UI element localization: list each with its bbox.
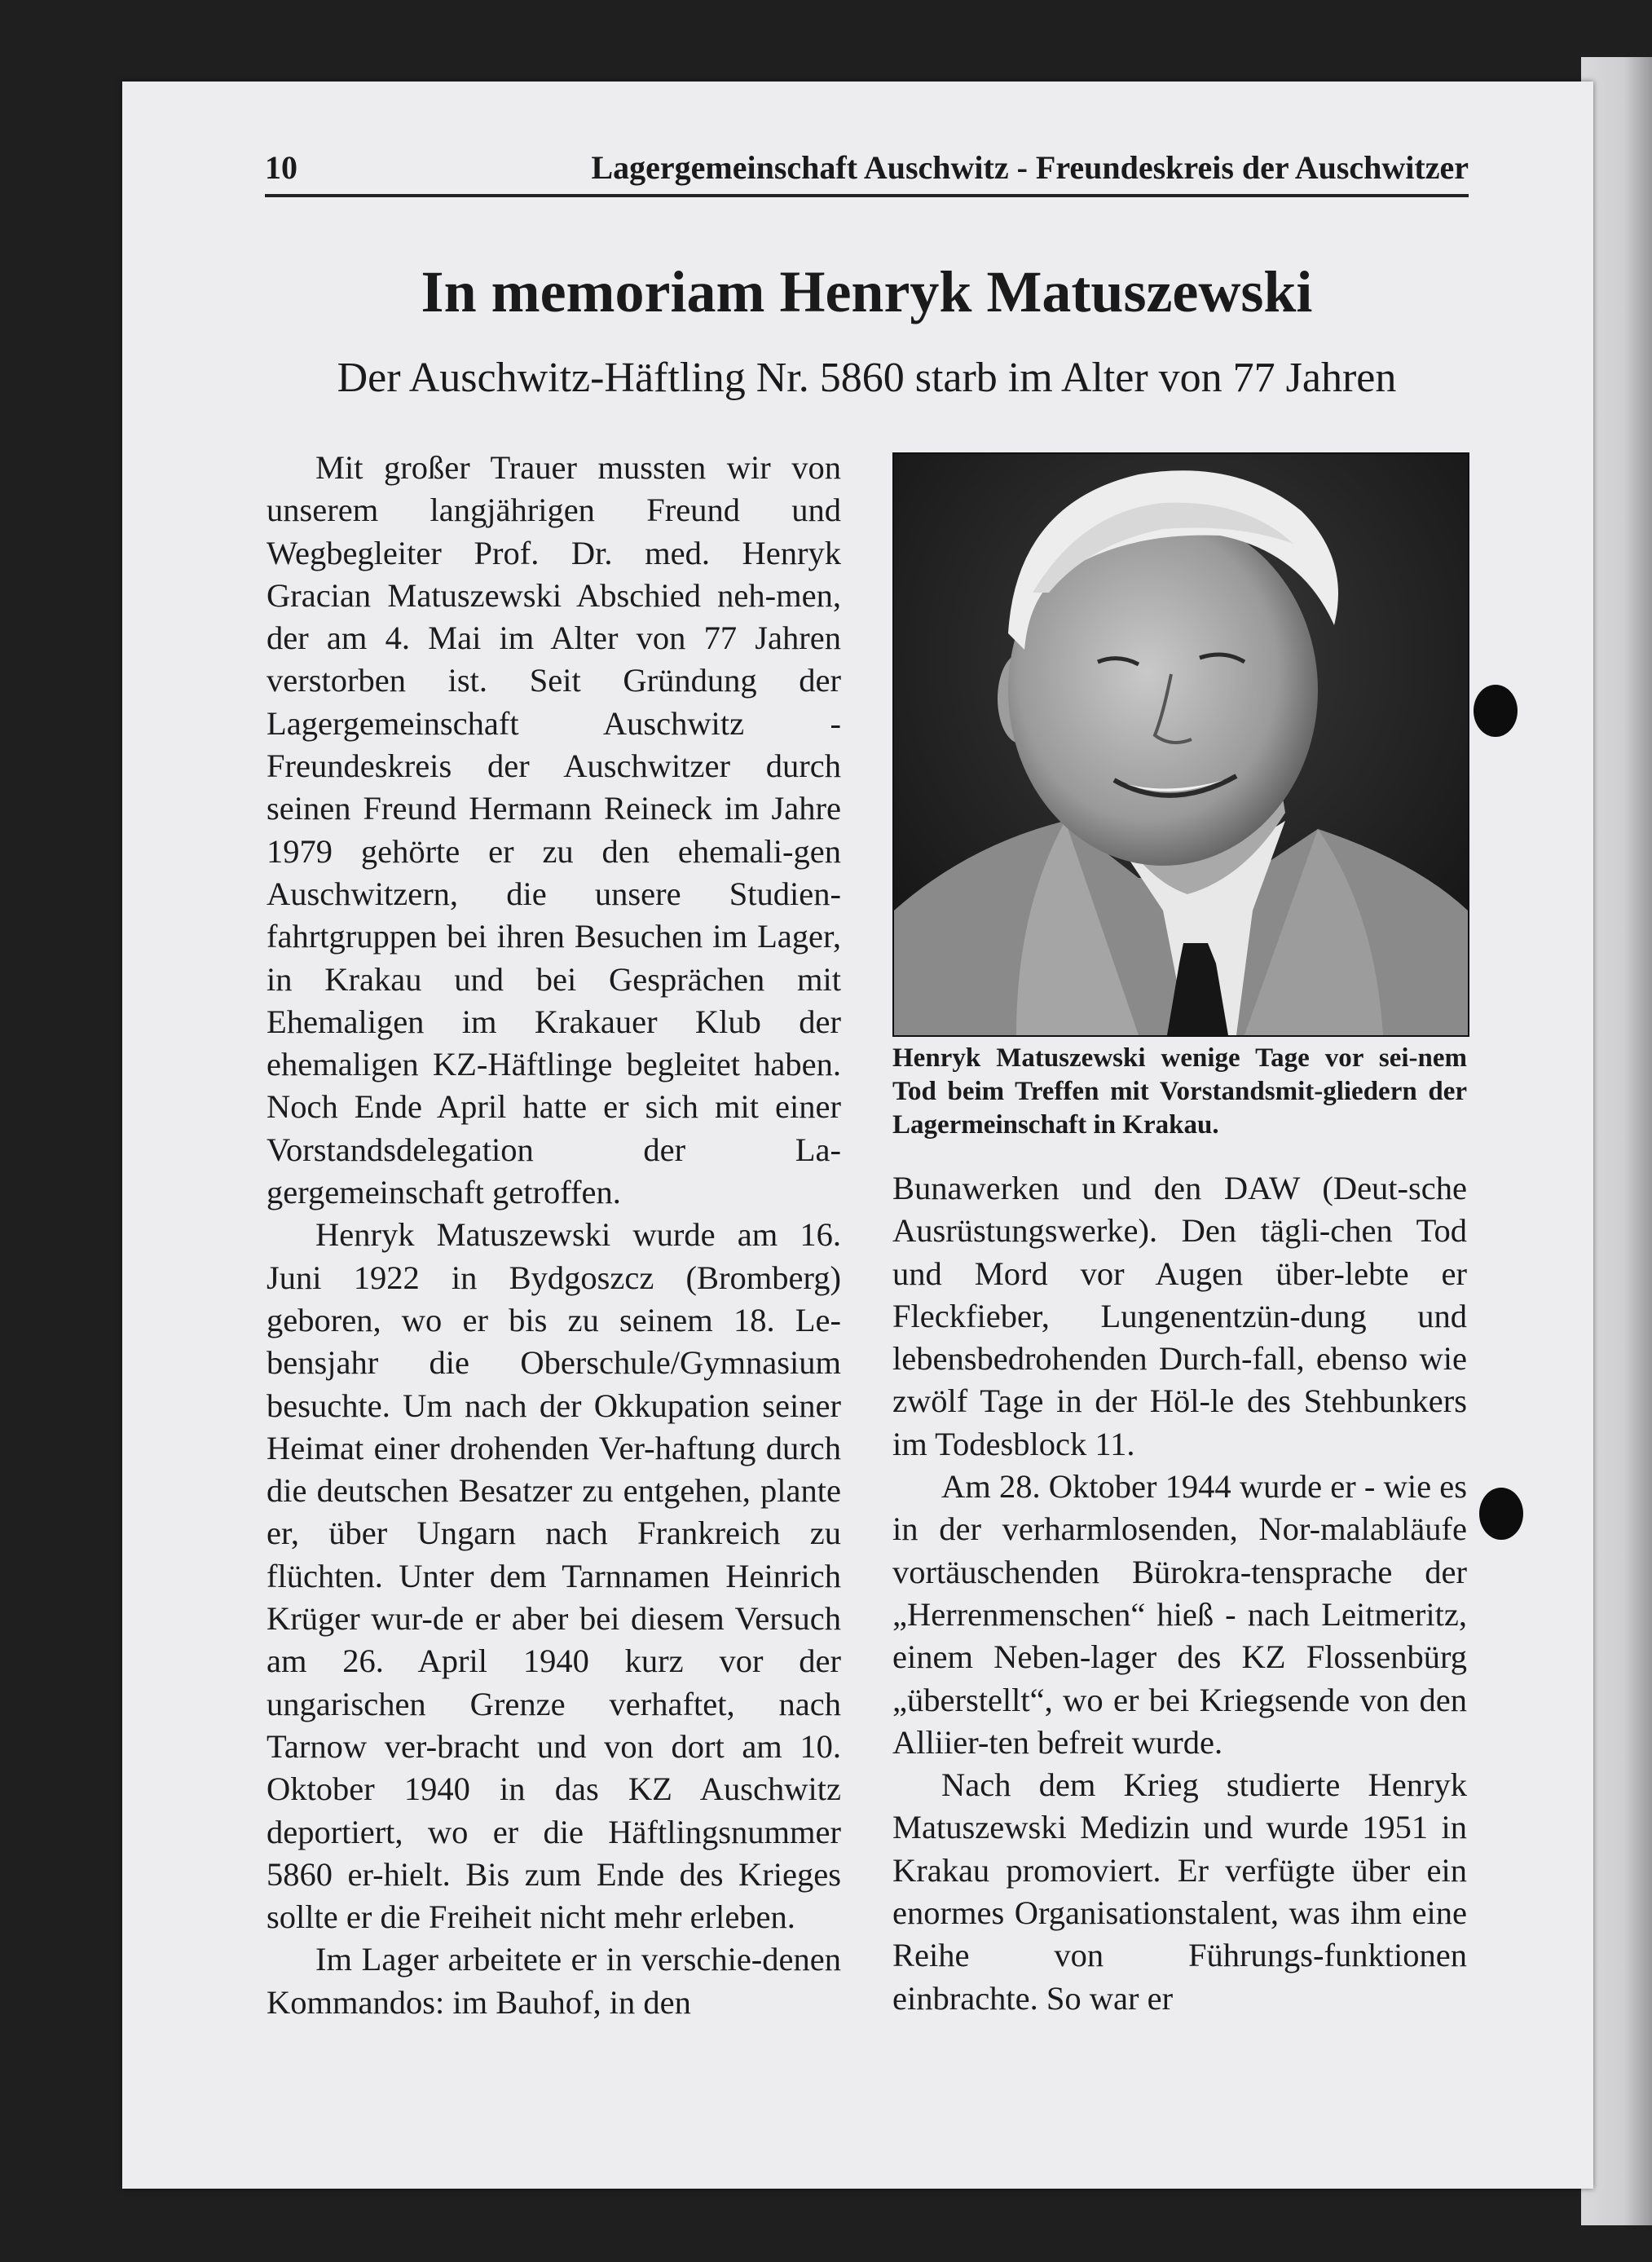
portrait-illustration (894, 454, 1468, 1035)
running-head: Lagergemeinschaft Auschwitz - Freundeskreis der Auschwitzer (591, 149, 1469, 186)
portrait-photo (892, 452, 1469, 1037)
paragraph: Henryk Matuszewski wurde am 16. Juni 1922 in Bydgoszcz (Bromberg) geboren, wo er bis zu seinem 18. Le-bensjahr die Oberschule/Gymnasium besuchte. Um nach der Okkupation seiner Heimat einer drohenden Ver-haftung durch die deutschen Besatzer zu entgehen, plante er, über Ungarn nach Frankreich zu flüchten. Unter dem Tarnnamen Heinrich Krüger wur-de er aber bei diesem Versuch am 26. April 1940 kurz vor der ungarischen Grenze verhaftet, nach Tarnow ver-bracht und von dort am 10. Oktober 1940 in das KZ Auschwitz deportiert, wo er die Häftlingsnummer 5860 er-hielt. Bis zum Ende des Krieges sollte er die Freiheit nicht mehr erleben. (267, 1216, 841, 1936)
paragraph: Bunawerken und den DAW (Deut-sche Ausrüstungswerke). Den tägli-chen Tod und Mord vor Augen über-lebte er Fleckfieber, Lungenentzün-dung und lebensbedrohenden Durch-fall, ebenso wie zwölf Tage in der Höl-le des Stehbunkers im Todesblock 11. (892, 1170, 1467, 1462)
paragraph: Im Lager arbeitete er in verschie-denen Kommandos: im Bauhof, in den (267, 1941, 841, 2021)
left-column (267, 447, 841, 2036)
article-subtitle: Der Auschwitz-Häftling Nr. 5860 starb im Alter von 77 Jahren (337, 355, 1397, 401)
punch-hole (1479, 1488, 1523, 1540)
article-title: In memoriam Henryk Matuszewski (421, 259, 1313, 324)
paragraph: Nach dem Krieg studierte Henryk Matuszewski Medizin und wurde 1951 in Krakau promoviert. Er verfügte über ein enormes Organisationstalent, was ihm eine Reihe von Führungs-funktionen einbrachte. So war er (892, 1766, 1467, 2017)
photo-caption: Henryk Matuszewski wenige Tage vor sei-nem Tod beim Treffen mit Vorstandsmit-gliedern der Lagermeinschaft in Krakau. (892, 1043, 1467, 1140)
right-column (892, 1167, 1467, 2048)
paragraph: Am 28. Oktober 1944 wurde er - wie es in der verharmlosenden, Nor-malabläufe vortäuschenden Bürokra-tensprache der „Herrenmenschen“ hieß - nach Leitmeritz, einem Neben-lager des KZ Flossenbürg „überstellt“, wo er bei Kriegsende von den Alliier-ten befreit wurde. (892, 1468, 1467, 1761)
page-number: 10 (265, 149, 297, 186)
punch-hole (1474, 685, 1518, 737)
paragraph: Mit großer Trauer mussten wir von unserem langjährigen Freund und Wegbegleiter Prof. Dr. med. Henryk Gracian Matuszewski Abschied neh-men, der am 4. Mai im Alter von 77 Jahren verstorben ist. Seit Gründung der Lagergemeinschaft Auschwitz - Freundeskreis der Auschwitzer durch seinen Freund Hermann Reineck im Jahre 1979 gehörte er zu den ehemali-gen Auschwitzern, die unsere Studien-fahrtgruppen bei ihren Besuchen im Lager, in Krakau und bei Gesprächen mit Ehemaligen im Krakauer Klub der ehemaligen KZ-Häftlinge begleitet haben. Noch Ende April hatte er sich mit einer Vorstandsdelegation der La-gergemeinschaft getroffen. (267, 449, 841, 1211)
page-header (265, 139, 1469, 197)
